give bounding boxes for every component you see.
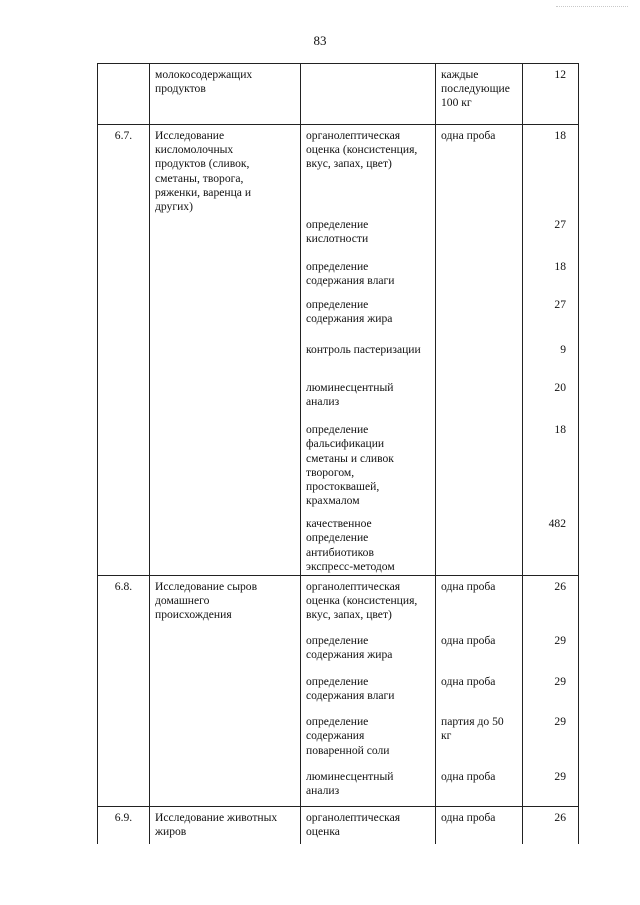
cell-number [98, 766, 150, 806]
cell-price: 26 [523, 575, 579, 630]
cell-line: люминесцентный [306, 381, 394, 395]
cell-line: творогом, [306, 465, 355, 479]
cell-line: простоквашей, [306, 480, 380, 494]
cell-line: вкус, запах, цвет) [306, 608, 392, 622]
cell-line: продуктов (сливок, [155, 157, 250, 171]
cell-number [98, 339, 150, 377]
cell-unit [436, 766, 523, 806]
cell-line: Исследование [155, 129, 225, 142]
cell-price: 29 [523, 630, 579, 671]
cell-number: 6.7. [98, 125, 150, 215]
cell-price: 18 [523, 256, 579, 294]
cell-line: оценка (консистенция, [306, 593, 418, 607]
table-row [98, 64, 579, 125]
table-row [98, 419, 579, 513]
cell-name [150, 377, 301, 419]
cell-method [301, 419, 436, 513]
price-table [97, 63, 579, 844]
cell-line: экспресс-методом [306, 559, 395, 573]
cell-number [98, 64, 150, 125]
cell-number [98, 711, 150, 766]
cell-line: одна проба [441, 634, 496, 648]
cell-price: 29 [523, 671, 579, 711]
cell-line: определение [306, 423, 369, 437]
cell-unit [436, 630, 523, 671]
cell-line: определение [306, 298, 369, 312]
page-number: 83 [313, 33, 327, 48]
cell-unit [436, 419, 523, 513]
cell-price: 29 [523, 766, 579, 806]
cell-price: 26 [523, 806, 579, 844]
cell-unit [436, 711, 523, 766]
cell-method [301, 125, 436, 215]
cell-price: 27 [523, 214, 579, 256]
cell-line: других) [155, 200, 193, 214]
cell-line: сметаны, творога, [155, 171, 244, 185]
cell-line: контроль пастеризации [306, 343, 421, 357]
cell-line: кг [441, 729, 452, 743]
cell-method [301, 806, 436, 844]
table-row [98, 630, 579, 671]
table-row [98, 711, 579, 766]
cell-method [301, 671, 436, 711]
cell-name [150, 630, 301, 671]
cell-line: содержания жира [306, 648, 393, 662]
cell-line: вкус, запах, цвет) [306, 157, 392, 171]
cell-price: 12 [523, 64, 579, 125]
cell-method [301, 630, 436, 671]
cell-price: 18 [523, 419, 579, 513]
cell-unit [436, 64, 523, 125]
cell-name [150, 575, 301, 630]
cell-line: одна проба [441, 810, 496, 824]
cell-line: оценка (консистенция, [306, 143, 418, 157]
cell-line: определение [306, 675, 369, 689]
cell-method [301, 377, 436, 419]
cell-unit [436, 339, 523, 377]
cell-name [150, 766, 301, 806]
cell-line: одна проба [441, 129, 496, 142]
cell-line: антибиотиков [306, 545, 374, 559]
cell-line: крахмалом [306, 494, 360, 508]
cell-line: определение [306, 531, 369, 545]
cell-name [150, 419, 301, 513]
cell-method [301, 339, 436, 377]
table-row [98, 256, 579, 294]
cell-name [150, 513, 301, 575]
cell-number [98, 214, 150, 256]
cell-line: ряженки, варенца и [155, 185, 252, 199]
cell-name [150, 711, 301, 766]
cell-number: 6.9. [98, 806, 150, 844]
cell-number [98, 419, 150, 513]
cell-name [150, 806, 301, 844]
table-row [98, 377, 579, 419]
cell-line: происхождения [155, 608, 232, 622]
cell-method [301, 513, 436, 575]
cell-line: сметаны и сливок [306, 451, 394, 465]
cell-name [150, 671, 301, 711]
cell-line: органолептическая [306, 810, 401, 824]
cell-unit [436, 214, 523, 256]
cell-line: каждые [441, 68, 479, 81]
cell-unit [436, 671, 523, 711]
cell-name [150, 294, 301, 339]
cell-name [150, 214, 301, 256]
table-row [98, 766, 579, 806]
cell-unit [436, 377, 523, 419]
table-row [98, 513, 579, 575]
cell-line: последующие [441, 82, 510, 96]
cell-line: одна проба [441, 770, 496, 784]
cell-line: анализ [306, 784, 340, 798]
table-row [98, 214, 579, 256]
cell-line: домашнего [155, 593, 210, 607]
cell-line: партия до 50 [441, 715, 504, 729]
cell-name [150, 64, 301, 125]
cell-line: определение [306, 715, 369, 729]
cell-line: содержания [306, 729, 365, 743]
cell-line: Исследование сыров [155, 579, 258, 593]
cell-number [98, 256, 150, 294]
cell-unit [436, 125, 523, 215]
cell-line: органолептическая [306, 129, 401, 142]
cell-name [150, 256, 301, 294]
cell-line: Исследование животных [155, 810, 278, 824]
cell-line: анализ [306, 395, 340, 409]
cell-number [98, 294, 150, 339]
cell-method [301, 64, 436, 125]
table-row [98, 575, 579, 630]
cell-method [301, 575, 436, 630]
cell-line: молокосодержащих [155, 68, 253, 81]
cell-line: продуктов [155, 82, 206, 96]
cell-unit [436, 513, 523, 575]
cell-line: кисломолочных [155, 143, 234, 157]
cell-line: кислотности [306, 232, 369, 246]
cell-price: 27 [523, 294, 579, 339]
cell-line: содержания жира [306, 312, 393, 326]
table-row [98, 339, 579, 377]
cell-line: определение [306, 218, 369, 232]
cell-line: 100 кг [441, 96, 472, 110]
cell-number [98, 513, 150, 575]
cell-method [301, 711, 436, 766]
cell-line: определение [306, 260, 369, 274]
cell-number [98, 671, 150, 711]
cell-line: оценка [306, 824, 340, 838]
cell-line: жиров [155, 824, 187, 838]
table-row [98, 294, 579, 339]
scan-artifact [556, 6, 628, 8]
cell-line: люминесцентный [306, 770, 394, 784]
cell-unit [436, 256, 523, 294]
cell-line: содержания влаги [306, 274, 395, 288]
cell-line: содержания влаги [306, 689, 395, 703]
cell-method [301, 214, 436, 256]
cell-number: 6.8. [98, 575, 150, 630]
cell-price: 482 [523, 513, 579, 575]
table-row [98, 806, 579, 844]
cell-unit [436, 575, 523, 630]
table-body [98, 64, 579, 845]
cell-price: 18 [523, 125, 579, 215]
cell-number [98, 377, 150, 419]
cell-method [301, 294, 436, 339]
cell-line: качественное [306, 517, 372, 531]
cell-line: органолептическая [306, 579, 401, 593]
cell-number [98, 630, 150, 671]
cell-price: 29 [523, 711, 579, 766]
table-row [98, 125, 579, 215]
cell-line: одна проба [441, 675, 496, 689]
cell-method [301, 256, 436, 294]
table-row [98, 671, 579, 711]
cell-line: фальсификации [306, 437, 385, 451]
cell-line: одна проба [441, 579, 496, 593]
cell-unit [436, 806, 523, 844]
cell-method [301, 766, 436, 806]
cell-name [150, 339, 301, 377]
cell-price: 20 [523, 377, 579, 419]
cell-line: поваренной соли [306, 743, 390, 757]
cell-price: 9 [523, 339, 579, 377]
cell-unit [436, 294, 523, 339]
cell-line: определение [306, 634, 369, 648]
cell-name [150, 125, 301, 215]
